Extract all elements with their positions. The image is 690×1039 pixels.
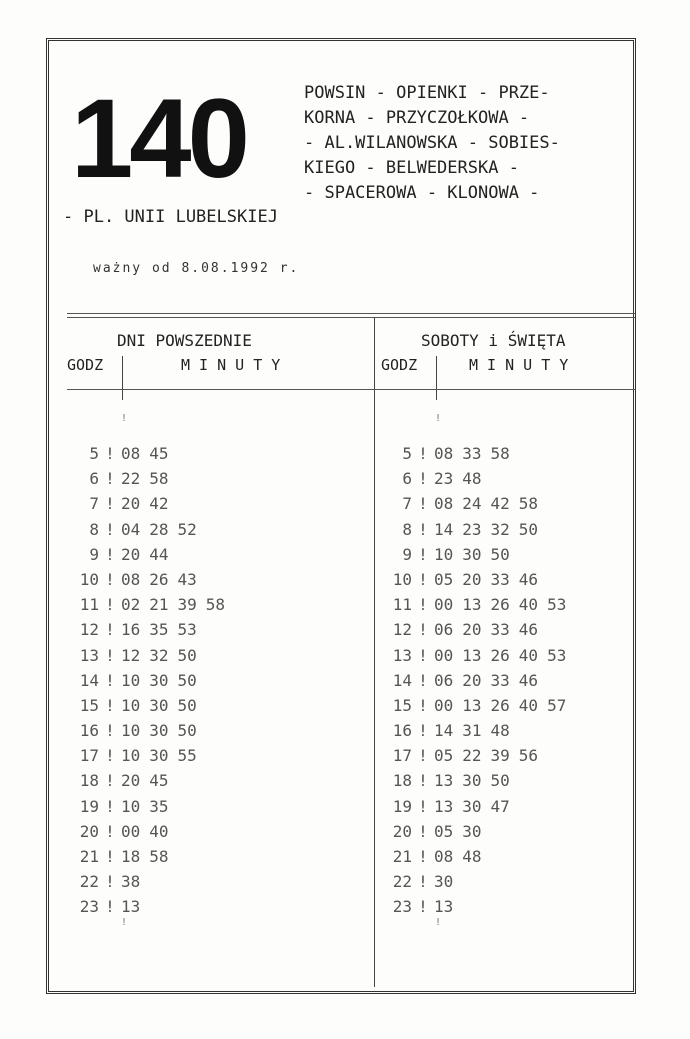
hour-cell: 8: [89, 519, 99, 539]
minutes-cell: [434, 620, 547, 639]
row-separator: !: [105, 872, 115, 892]
minutes-cell: [121, 494, 178, 513]
minute-value: 50: [177, 645, 197, 665]
minutes-cell: [434, 520, 547, 539]
hour-cell: 19: [392, 796, 412, 816]
weekday-minutes-label: M I N U T Y: [181, 356, 281, 374]
schedule-row: [372, 592, 575, 617]
minute-value: 40: [518, 595, 539, 615]
decorative-tick: !: [435, 917, 442, 928]
minute-value: 13: [462, 595, 482, 615]
route-line: POWSIN - OPIENKI - PRZE-: [304, 83, 550, 103]
minute-value: 26: [490, 645, 510, 665]
minutes-cell: [121, 746, 206, 765]
row-separator: !: [105, 821, 115, 841]
minute-value: 33: [490, 569, 510, 589]
hour-cell: 6: [402, 469, 412, 489]
minutes-cell: [121, 797, 178, 816]
schedule-row: [372, 617, 575, 642]
weekend-schedule: [372, 441, 575, 920]
minute-value: 22: [462, 746, 482, 766]
weekday-schedule: [59, 441, 234, 920]
hour-cell: 16: [392, 721, 412, 741]
minute-value: 26: [490, 695, 510, 715]
schedule-row: [59, 693, 234, 718]
minute-value: 08: [434, 494, 454, 514]
schedule-row: [59, 718, 234, 743]
route-line: KIEGO - BELWEDERSKA -: [304, 158, 519, 178]
minutes-cell: [121, 822, 178, 841]
row-separator: !: [418, 847, 428, 866]
row-separator: !: [105, 897, 115, 917]
minutes-cell: [434, 771, 519, 790]
minutes-cell: [121, 646, 206, 665]
schedule-row: [372, 441, 575, 466]
minute-value: 13: [462, 645, 482, 665]
minute-value: 08: [121, 569, 141, 589]
minute-value: 50: [490, 771, 510, 791]
row-separator: !: [418, 519, 428, 539]
minute-value: 20: [462, 620, 482, 640]
minute-value: 00: [121, 821, 141, 841]
schedule-row: [372, 718, 575, 743]
minute-value: 40: [518, 695, 539, 715]
row-separator: !: [105, 469, 115, 489]
row-separator: !: [418, 670, 428, 690]
minutes-cell: [121, 771, 178, 790]
schedule-row: [59, 768, 234, 793]
minute-value: 56: [518, 746, 539, 766]
minute-value: 20: [121, 771, 141, 791]
minute-value: 40: [149, 821, 169, 841]
minutes-cell: [121, 545, 178, 564]
schedule-row: [372, 491, 575, 516]
row-separator: !: [418, 897, 428, 917]
minutes-cell: [434, 721, 519, 740]
hour-cell: 9: [89, 544, 99, 564]
schedule-row: [372, 743, 575, 768]
minute-value: 10: [121, 746, 141, 766]
minute-value: 33: [490, 620, 510, 640]
hour-cell: 22: [392, 872, 412, 892]
hour-cell: 13: [79, 645, 99, 665]
hour-cell: 15: [392, 695, 412, 715]
hour-cell: 7: [402, 494, 412, 514]
column-header-divider: [67, 389, 635, 390]
timetable-sheet: [46, 38, 636, 994]
minutes-cell: [121, 847, 178, 866]
minute-value: 48: [462, 469, 482, 489]
minute-value: 44: [149, 544, 169, 564]
minute-value: 30: [149, 670, 169, 690]
schedule-row: [372, 466, 575, 491]
minute-value: 38: [121, 872, 141, 892]
hour-cell: 8: [402, 519, 412, 539]
minutes-cell: [121, 721, 206, 740]
row-separator: !: [418, 872, 428, 892]
minute-value: 23: [434, 469, 454, 489]
hour-cell: 18: [79, 771, 99, 791]
schedule-row: [372, 517, 575, 542]
minute-value: 18: [121, 847, 141, 866]
minute-value: 30: [462, 544, 482, 564]
minute-value: 48: [490, 721, 510, 741]
row-separator: !: [418, 695, 428, 715]
minute-value: 50: [177, 695, 197, 715]
row-separator: !: [418, 746, 428, 766]
minute-value: 50: [177, 721, 197, 741]
schedule-row: [59, 567, 234, 592]
minutes-cell: [434, 595, 575, 614]
minute-value: 30: [149, 721, 169, 741]
hour-cell: 5: [89, 444, 99, 463]
minutes-cell: [434, 671, 547, 690]
row-separator: !: [105, 645, 115, 665]
minute-value: 08: [434, 847, 454, 866]
row-separator: !: [105, 595, 115, 615]
minute-value: 26: [149, 569, 169, 589]
minute-value: 39: [177, 595, 197, 615]
minute-value: 58: [149, 469, 169, 489]
row-separator: !: [418, 620, 428, 640]
hour-cell: 9: [402, 544, 412, 564]
row-separator: !: [418, 595, 428, 615]
minutes-cell: [434, 797, 519, 816]
hour-cell: 19: [79, 796, 99, 816]
minute-value: 58: [149, 847, 169, 866]
schedule-row: [372, 844, 575, 869]
minute-value: 00: [434, 595, 454, 615]
valid-from: ważny od 8.08.1992 r.: [93, 261, 300, 276]
schedule-row: [59, 668, 234, 693]
minutes-cell: [434, 872, 462, 891]
schedule-row: [372, 894, 575, 919]
schedule-row: [59, 441, 234, 466]
minute-value: 48: [462, 847, 482, 866]
minutes-cell: [434, 646, 575, 665]
row-separator: !: [418, 469, 428, 489]
schedule-row: [59, 491, 234, 516]
row-separator: !: [418, 645, 428, 665]
minute-value: 06: [434, 620, 454, 640]
minute-value: 30: [434, 872, 454, 892]
schedule-row: [59, 743, 234, 768]
route-line: KORNA - PRZYCZOŁKOWA -: [304, 108, 530, 128]
minute-value: 23: [462, 519, 482, 539]
header-divider: [67, 313, 635, 314]
schedule-row: [372, 794, 575, 819]
minute-value: 42: [149, 494, 169, 514]
weekday-header-bar: [122, 356, 123, 400]
minute-value: 26: [490, 595, 510, 615]
schedule-row: [59, 643, 234, 668]
row-separator: !: [105, 771, 115, 791]
hour-cell: 23: [392, 897, 412, 917]
minute-value: 33: [462, 444, 482, 463]
route-line: - SPACEROWA - KLONOWA -: [304, 183, 540, 203]
minutes-cell: [434, 494, 547, 513]
schedule-row: [372, 869, 575, 894]
schedule-row: [59, 542, 234, 567]
schedule-row: [59, 592, 234, 617]
minute-value: 20: [121, 544, 141, 564]
hour-cell: 17: [392, 746, 412, 766]
minute-value: 00: [434, 695, 454, 715]
hour-cell: 7: [89, 494, 99, 514]
minute-value: 46: [518, 670, 539, 690]
minutes-cell: [434, 444, 519, 463]
minutes-cell: [121, 696, 206, 715]
row-separator: !: [418, 544, 428, 564]
minutes-cell: [121, 872, 149, 891]
minute-value: 04: [121, 519, 141, 539]
minute-value: 10: [121, 721, 141, 741]
hour-cell: 12: [392, 620, 412, 640]
row-separator: !: [418, 821, 428, 841]
weekend-header-bar: [436, 356, 437, 400]
minute-value: 06: [434, 670, 454, 690]
schedule-row: [59, 517, 234, 542]
minute-value: 53: [177, 620, 197, 640]
hour-cell: 13: [392, 645, 412, 665]
hour-cell: 5: [402, 444, 412, 463]
minute-value: 58: [205, 595, 226, 615]
schedule-row: [372, 567, 575, 592]
hour-cell: 21: [392, 847, 412, 866]
row-separator: !: [105, 544, 115, 564]
minutes-cell: [121, 520, 206, 539]
hour-cell: 20: [392, 821, 412, 841]
minute-value: 02: [121, 595, 141, 615]
minute-value: 10: [121, 670, 141, 690]
hour-cell: 16: [79, 721, 99, 741]
minute-value: 46: [518, 569, 539, 589]
minute-value: 33: [490, 670, 510, 690]
minutes-cell: [121, 620, 206, 639]
minute-value: 57: [547, 695, 567, 715]
minute-value: 10: [434, 544, 454, 564]
row-separator: !: [418, 494, 428, 514]
minute-value: 08: [121, 444, 141, 463]
hour-cell: 10: [392, 569, 412, 589]
minutes-cell: [434, 847, 491, 866]
minute-value: 22: [121, 469, 141, 489]
minute-value: 13: [434, 796, 454, 816]
schedule-row: [59, 794, 234, 819]
minutes-cell: [434, 822, 491, 841]
minute-value: 31: [462, 721, 482, 741]
row-separator: !: [105, 519, 115, 539]
row-separator: !: [105, 796, 115, 816]
minute-value: 20: [121, 494, 141, 514]
row-separator: !: [105, 847, 115, 866]
schedule-row: [59, 869, 234, 894]
row-separator: !: [105, 721, 115, 741]
minutes-cell: [121, 570, 206, 589]
minute-value: 30: [462, 796, 482, 816]
minute-value: 16: [121, 620, 141, 640]
minute-value: 32: [149, 645, 169, 665]
line-number: 140: [71, 76, 246, 201]
hour-cell: 17: [79, 746, 99, 766]
schedule-row: [59, 617, 234, 642]
minute-value: 32: [490, 519, 510, 539]
minute-value: 10: [121, 695, 141, 715]
minute-value: 53: [547, 595, 567, 615]
minute-value: 42: [490, 494, 510, 514]
row-separator: !: [105, 695, 115, 715]
minute-value: 24: [462, 494, 482, 514]
minutes-cell: [434, 570, 547, 589]
minutes-cell: [121, 469, 178, 488]
row-separator: !: [105, 444, 115, 463]
minute-value: 50: [490, 544, 510, 564]
weekend-minutes-label: M I N U T Y: [469, 356, 569, 374]
row-separator: !: [105, 494, 115, 514]
minute-value: 35: [149, 796, 169, 816]
route-line: - AL.WILANOWSKA - SOBIES-: [304, 133, 560, 153]
minute-value: 58: [518, 494, 539, 514]
minutes-cell: [434, 469, 491, 488]
weekday-hour-label: GODZ: [67, 356, 104, 374]
minute-value: 30: [149, 746, 169, 766]
minute-value: 05: [434, 746, 454, 766]
minutes-cell: [121, 671, 206, 690]
minute-value: 30: [462, 821, 482, 841]
hour-cell: 11: [79, 595, 99, 615]
minute-value: 28: [149, 519, 169, 539]
route-tail: - PL. UNII LUBELSKIEJ: [63, 207, 278, 227]
minutes-cell: [434, 897, 462, 916]
row-separator: !: [105, 746, 115, 766]
hour-cell: 12: [79, 620, 99, 640]
hour-cell: 20: [79, 821, 99, 841]
hour-cell: 18: [392, 771, 412, 791]
minute-value: 47: [490, 796, 510, 816]
row-separator: !: [105, 670, 115, 690]
hour-cell: 6: [89, 469, 99, 489]
row-separator: !: [418, 569, 428, 589]
minute-value: 14: [434, 721, 454, 741]
minute-value: 40: [518, 645, 539, 665]
minute-value: 05: [434, 821, 454, 841]
minute-value: 46: [518, 620, 539, 640]
minutes-cell: [121, 897, 149, 916]
row-separator: !: [418, 771, 428, 791]
minute-value: 00: [434, 645, 454, 665]
minute-value: 45: [149, 771, 169, 791]
schedule-row: [59, 844, 234, 869]
minute-value: 13: [434, 771, 454, 791]
schedule-row: [372, 643, 575, 668]
minute-value: 30: [149, 695, 169, 715]
minute-value: 13: [434, 897, 454, 917]
minute-value: 12: [121, 645, 141, 665]
decorative-tick: !: [121, 413, 128, 424]
minute-value: 39: [490, 746, 510, 766]
hour-cell: 10: [79, 569, 99, 589]
minute-value: 50: [177, 670, 197, 690]
weekend-title: SOBOTY i ŚWIĘTA: [421, 331, 566, 350]
minute-value: 20: [462, 670, 482, 690]
minutes-cell: [434, 696, 575, 715]
minute-value: 35: [149, 620, 169, 640]
schedule-row: [372, 668, 575, 693]
minute-value: 05: [434, 569, 454, 589]
schedule-row: [59, 819, 234, 844]
minute-value: 13: [462, 695, 482, 715]
minute-value: 21: [149, 595, 169, 615]
minute-value: 58: [490, 444, 510, 463]
minute-value: 45: [149, 444, 169, 463]
hour-cell: 14: [392, 670, 412, 690]
hour-cell: 21: [79, 847, 99, 866]
row-separator: !: [418, 796, 428, 816]
minute-value: 30: [462, 771, 482, 791]
schedule-row: [372, 693, 575, 718]
schedule-row: [372, 768, 575, 793]
row-separator: !: [418, 444, 428, 463]
minute-value: 14: [434, 519, 454, 539]
row-separator: !: [105, 569, 115, 589]
minutes-cell: [434, 746, 547, 765]
minute-value: 20: [462, 569, 482, 589]
weekend-hour-label: GODZ: [381, 356, 418, 374]
row-separator: !: [418, 721, 428, 741]
hour-cell: 14: [79, 670, 99, 690]
minute-value: 43: [177, 569, 197, 589]
schedule-row: [372, 819, 575, 844]
minute-value: 13: [121, 897, 141, 917]
weekday-title: DNI POWSZEDNIE: [117, 331, 252, 350]
minutes-cell: [121, 444, 178, 463]
hour-cell: 15: [79, 695, 99, 715]
hour-cell: 22: [79, 872, 99, 892]
minute-value: 52: [177, 519, 197, 539]
minutes-cell: [121, 595, 234, 614]
schedule-row: [372, 542, 575, 567]
schedule-row: [59, 894, 234, 919]
schedule-row: [59, 466, 234, 491]
minutes-cell: [434, 545, 519, 564]
decorative-tick: !: [435, 413, 442, 424]
minute-value: 53: [547, 645, 567, 665]
decorative-tick: !: [121, 917, 128, 928]
header-divider-2: [67, 317, 635, 318]
hour-cell: 11: [392, 595, 412, 615]
hour-cell: 23: [79, 897, 99, 917]
route-description: [304, 81, 622, 206]
minute-value: 10: [121, 796, 141, 816]
row-separator: !: [105, 620, 115, 640]
minute-value: 55: [177, 746, 197, 766]
minute-value: 50: [518, 519, 539, 539]
minute-value: 08: [434, 444, 454, 463]
